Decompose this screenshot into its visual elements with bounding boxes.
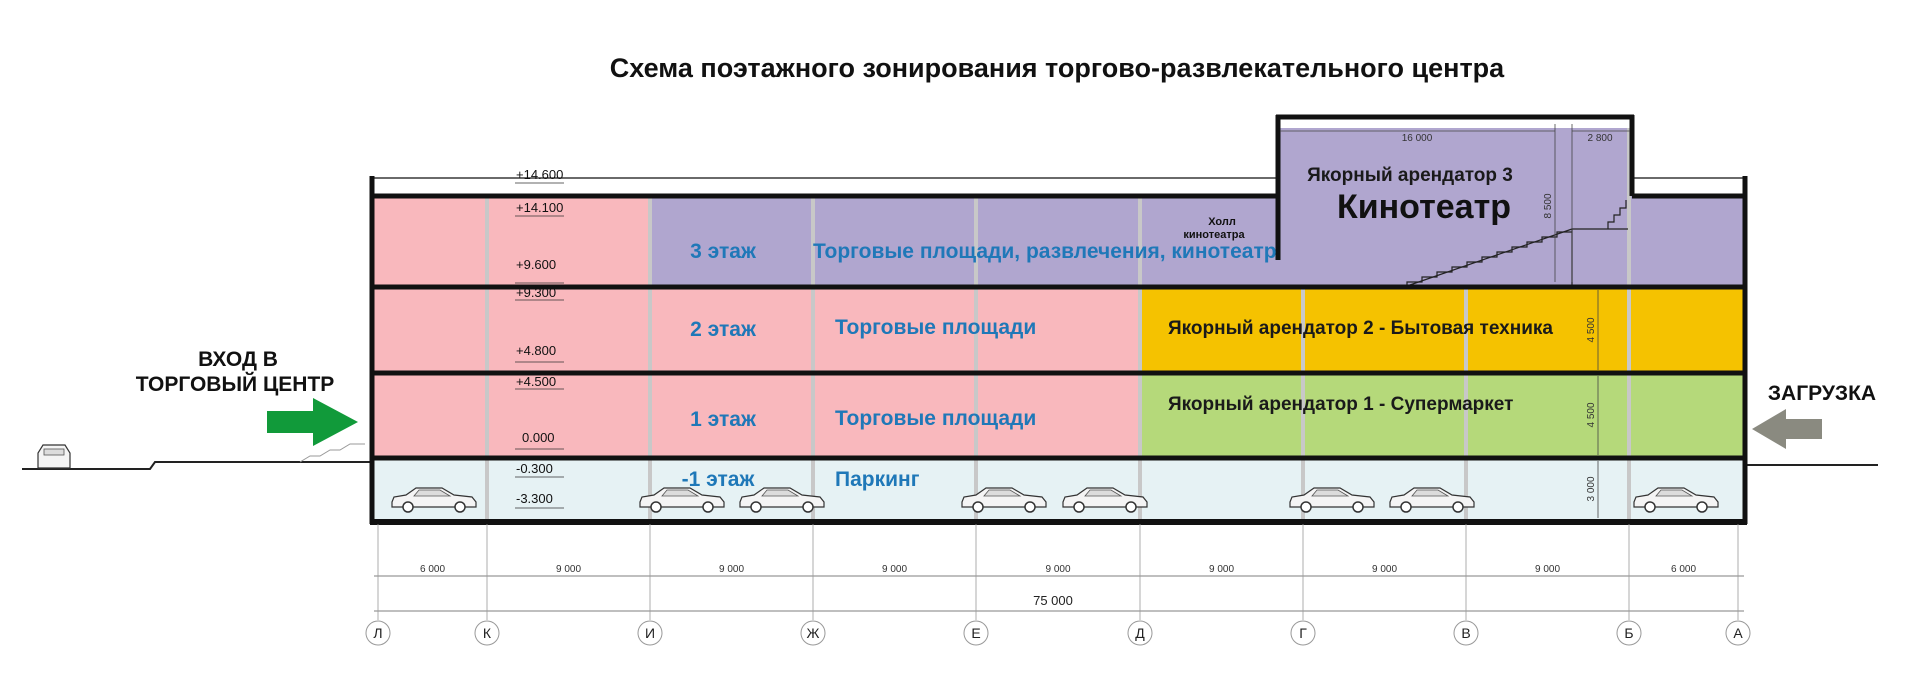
elevation-mark: -3.300 <box>516 491 553 506</box>
axis-markers <box>366 621 1750 645</box>
axis-label: Е <box>971 625 981 641</box>
elevation-mark: -0.300 <box>516 461 553 476</box>
floor-3-zone-label: Торговые площади, развлечения, кинотеатр <box>813 240 1277 263</box>
diagram-title: Схема поэтажного зонирования торгово-развлекательного центра <box>609 53 1505 83</box>
span-dimension-label: 9 000 <box>881 564 908 575</box>
elevation-mark: 0.000 <box>522 430 555 445</box>
dim-parking-height: 3 000 <box>1586 476 1597 502</box>
loading-arrow-icon <box>1752 409 1822 449</box>
dim-cinema-height: 8 500 <box>1543 193 1554 219</box>
span-labels <box>420 564 1696 575</box>
axis-label: А <box>1733 625 1743 641</box>
parking-zone <box>374 459 1744 519</box>
entrance-label-2: ТОРГОВЫЙ ЦЕНТР <box>135 373 335 396</box>
floor-1-label: 1 этаж <box>690 408 756 431</box>
anchor-2-label: Якорный арендатор 2 - Бытовая техника <box>1168 318 1553 339</box>
loading-label: ЗАГРУЗКА <box>1767 382 1877 405</box>
axis-label: Г <box>1299 625 1307 641</box>
span-dimension-label: 9 000 <box>1371 564 1398 575</box>
span-dimension-label: 6 000 <box>1670 564 1697 575</box>
entrance-car-icon <box>38 445 70 468</box>
dim-floor-1-height: 4 500 <box>1586 402 1597 428</box>
span-dimension-label: 6 000 <box>419 564 446 575</box>
entrance-label: ВХОД В <box>198 348 278 371</box>
elevation-mark: +4.500 <box>516 374 557 389</box>
elevation-mark: +14.600 <box>516 167 564 182</box>
axis-label: Б <box>1624 625 1634 641</box>
cinema-hall-label: Холл <box>1208 216 1236 228</box>
dim-floor-2-height: 4 500 <box>1586 317 1597 343</box>
axis-label: Д <box>1135 625 1145 641</box>
axis-label: Ж <box>806 625 820 641</box>
axis-label: Л <box>373 625 383 641</box>
span-dimension-label: 9 000 <box>555 564 582 575</box>
span-dimension-label: 9 000 <box>1534 564 1561 575</box>
elevation-mark: +14.100 <box>516 200 564 215</box>
cinema-name: Кинотеатр <box>1336 188 1512 226</box>
elevation-mark: +9.300 <box>516 285 557 300</box>
floor-1-zone <box>374 374 1744 457</box>
parking-zone-label: Паркинг <box>835 468 920 491</box>
parking-floor-label: -1 этаж <box>681 468 755 491</box>
floor-3-label: 3 этаж <box>690 240 756 263</box>
axis-label: В <box>1461 625 1471 641</box>
floor-2-zone-label: Торговые площади <box>835 316 1037 339</box>
total-length-label: 75 000 <box>1033 593 1073 608</box>
cinema-hall-label-2: кинотеатра <box>1183 229 1245 241</box>
dim-cinema-aux: 2 800 <box>1587 133 1613 144</box>
entrance-arrow-icon <box>267 398 358 446</box>
floor-2-label: 2 этаж <box>690 318 756 341</box>
elevation-mark: +9.600 <box>516 257 557 272</box>
floor-1-zone-label: Торговые площади <box>835 407 1037 430</box>
axis-label: К <box>482 625 492 641</box>
anchor-1-label: Якорный арендатор 1 - Супермаркет <box>1168 394 1514 415</box>
span-dimension-label: 9 000 <box>1045 564 1071 575</box>
span-dimension-label: 9 000 <box>718 564 745 575</box>
span-dimension-label: 9 000 <box>1208 564 1235 575</box>
elevation-mark: +4.800 <box>516 343 557 358</box>
dim-cinema-width: 16 000 <box>1401 133 1433 144</box>
cinema-anchor-title: Якорный арендатор 3 <box>1307 165 1513 186</box>
axis-label: И <box>644 625 656 641</box>
